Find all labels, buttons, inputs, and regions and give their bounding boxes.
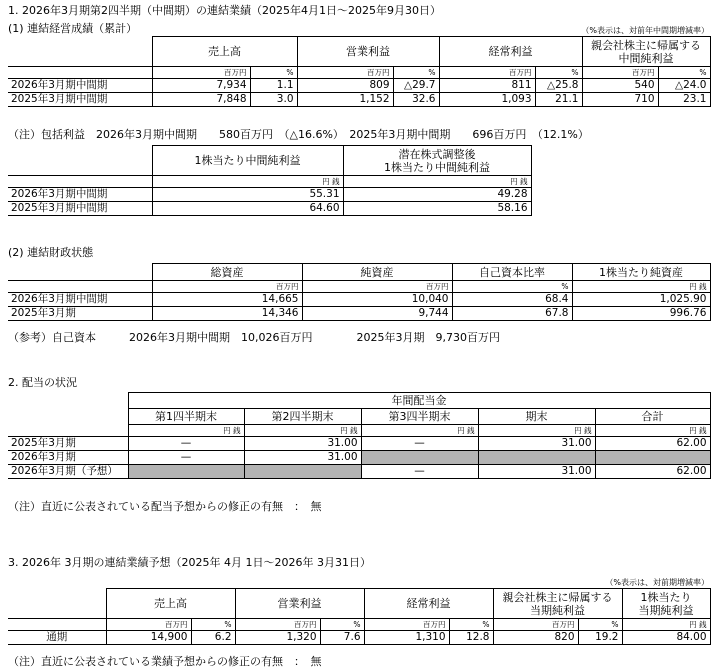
header-ordinary-profit: 経常利益: [364, 589, 493, 619]
cell: 12.8: [449, 631, 493, 645]
section3-heading: 2. 配当の状況: [8, 376, 77, 389]
cell: △29.7: [393, 79, 439, 93]
cell: 14,346: [152, 307, 302, 321]
header-operating-profit: 営業利益: [235, 589, 364, 619]
cell: 1,152: [297, 93, 393, 107]
unit-percent: %: [250, 67, 297, 79]
cell: 7,934: [152, 79, 250, 93]
cell: 55.31: [152, 188, 343, 202]
header-sales: 売上高: [106, 589, 235, 619]
forecast-revision-note: （注）直近に公表されている業績予想からの修正の有無 ： 無: [8, 655, 322, 668]
table-row: [8, 451, 710, 465]
cell: 1,320: [235, 631, 320, 645]
unit-yen: 円 銭: [478, 425, 595, 437]
unit-million: 百万円: [297, 67, 393, 79]
header-total-assets: 総資産: [152, 264, 302, 281]
header-diluted-eps-line1: 潜在株式調整後: [398, 147, 476, 161]
cell: 67.8: [452, 307, 572, 321]
shaded-cell: [478, 451, 595, 465]
header-net-income-line2: 当期純利益: [530, 603, 585, 617]
cell: —: [128, 437, 244, 451]
cell: 32.6: [393, 93, 439, 107]
header-net-income-line1: 親会社株主に帰属する: [502, 590, 613, 604]
unit-yen: 円 銭: [572, 281, 710, 293]
cell: 9,744: [302, 307, 452, 321]
section1-heading: 1. 2026年3月期第2四半期（中間期）の連結業績（2025年4月1日～2025年9月30日）: [8, 4, 441, 17]
unit-percent: %: [393, 67, 439, 79]
unit-million: 百万円: [364, 619, 449, 631]
pct-note: （%表示は、対前年中間期増減率）: [581, 26, 709, 35]
cell: 31.00: [244, 437, 361, 451]
cell: 996.76: [572, 307, 710, 321]
cell: 1.1: [250, 79, 297, 93]
unit-million: 百万円: [582, 67, 658, 79]
unit-percent: %: [320, 619, 364, 631]
row-label: 2025年3月期中間期: [8, 93, 152, 107]
table-row: [8, 188, 531, 202]
cell: 710: [582, 93, 658, 107]
unit-percent: %: [658, 67, 710, 79]
row-label: 通期: [8, 631, 106, 645]
header-annual-dividend: 年間配当金: [128, 393, 710, 409]
pct-note-forecast: （%表示は、対前期増減率）: [605, 578, 709, 587]
cell: 62.00: [595, 465, 710, 479]
forecast-table: [8, 588, 711, 645]
cell: —: [128, 451, 244, 465]
header-year-end: 期末: [478, 409, 595, 425]
table-row: [8, 307, 710, 321]
cell: 31.00: [478, 465, 595, 479]
header-q2: 第2四半期末: [244, 409, 361, 425]
reference-equity-note: （参考）自己資本 2026年3月期中間期 10,026百万円 2025年3月期 9,730百万円: [8, 331, 500, 344]
header-eps: 1株当たり中間純利益: [152, 146, 343, 176]
row-label: 2026年3月期中間期: [8, 79, 152, 93]
cell: —: [361, 465, 478, 479]
cell: 84.00: [622, 631, 710, 645]
cell: 49.28: [343, 188, 531, 202]
header-q1: 第1四半期末: [128, 409, 244, 425]
unit-yen: 円 銭: [343, 176, 531, 188]
unit-million: 百万円: [152, 281, 302, 293]
unit-yen: 円 銭: [361, 425, 478, 437]
cell: 14,665: [152, 293, 302, 307]
table-row: [8, 202, 531, 216]
unit-yen: 円 銭: [244, 425, 361, 437]
cell: 7,848: [152, 93, 250, 107]
unit-percent: %: [578, 619, 622, 631]
cell: 23.1: [658, 93, 710, 107]
cell: 31.00: [478, 437, 595, 451]
cell: 10,040: [302, 293, 452, 307]
cell: 62.00: [595, 437, 710, 451]
unit-percent: %: [191, 619, 235, 631]
unit-yen: 円 銭: [622, 619, 710, 631]
cell: 811: [439, 79, 535, 93]
unit-million: 百万円: [106, 619, 191, 631]
cell: 540: [582, 79, 658, 93]
header-diluted-eps: [343, 146, 531, 176]
header-net-income-line1: 親会社株主に帰属する: [591, 38, 701, 52]
cell: 14,900: [106, 631, 191, 645]
comprehensive-income-note: （注）包括利益 2026年3月期中間期 580百万円 （△16.6%） 2025年3月期中間期 696百万円 （12.1%）: [8, 128, 589, 141]
row-label: 2026年3月期中間期: [8, 293, 152, 307]
cell: 19.2: [578, 631, 622, 645]
header-q3: 第3四半期末: [361, 409, 478, 425]
unit-million: 百万円: [235, 619, 320, 631]
cell: 820: [493, 631, 578, 645]
cell: 21.1: [535, 93, 582, 107]
header-ordinary-profit: 経常利益: [439, 37, 582, 67]
table-row: [8, 631, 710, 645]
dividends-table: [8, 392, 711, 479]
cell: 1,310: [364, 631, 449, 645]
header-bps: 1株当たり純資産: [572, 264, 710, 281]
header-eps-line1: 1株当たり: [640, 590, 692, 604]
cell: 1,025.90: [572, 293, 710, 307]
unit-million: 百万円: [302, 281, 452, 293]
header-net-income-line2: 中間純利益: [618, 51, 674, 65]
table-row: [8, 437, 710, 451]
cell: 31.00: [244, 451, 361, 465]
row-label: 2025年3月期中間期: [8, 202, 152, 216]
unit-percent: %: [449, 619, 493, 631]
table-row: [8, 293, 710, 307]
table-row: [8, 465, 710, 479]
eps-table: [8, 145, 532, 216]
header-sales: 売上高: [152, 37, 297, 67]
header-operating-profit: 営業利益: [297, 37, 439, 67]
row-label: 2026年3月期（予想）: [8, 465, 128, 479]
shaded-cell: [595, 451, 710, 465]
unit-yen: 円 銭: [595, 425, 710, 437]
operating-results-table: [8, 36, 711, 107]
row-label: 2025年3月期: [8, 307, 152, 321]
section4-heading: 3. 2026年 3月期の連結業績予想（2025年 4月 1日～2026年 3月31日）: [8, 556, 371, 569]
unit-million: 百万円: [152, 67, 250, 79]
cell: 7.6: [320, 631, 364, 645]
financial-position-table: [8, 263, 711, 321]
unit-yen: 円 銭: [128, 425, 244, 437]
cell: 809: [297, 79, 393, 93]
shaded-cell: [244, 465, 361, 479]
cell: 1,093: [439, 93, 535, 107]
unit-percent: %: [535, 67, 582, 79]
unit-million: 百万円: [493, 619, 578, 631]
header-net-assets: 純資産: [302, 264, 452, 281]
section1-subheading: (1) 連結経営成績（累計）: [8, 22, 138, 35]
row-label: 2026年3月期中間期: [8, 188, 152, 202]
unit-percent: %: [452, 281, 572, 293]
cell: 58.16: [343, 202, 531, 216]
shaded-cell: [361, 451, 478, 465]
cell: △24.0: [658, 79, 710, 93]
cell: △25.8: [535, 79, 582, 93]
shaded-cell: [128, 465, 244, 479]
header-net-income: [493, 589, 622, 619]
section2-subheading: (2) 連結財政状態: [8, 246, 94, 259]
header-eps: [622, 589, 710, 619]
cell: 64.60: [152, 202, 343, 216]
row-label: 2025年3月期: [8, 437, 128, 451]
unit-yen: 円 銭: [152, 176, 343, 188]
cell: 3.0: [250, 93, 297, 107]
unit-million: 百万円: [439, 67, 535, 79]
header-equity-ratio: 自己資本比率: [452, 264, 572, 281]
header-diluted-eps-line2: 1株当たり中間純利益: [384, 160, 490, 174]
cell: —: [361, 437, 478, 451]
cell: 68.4: [452, 293, 572, 307]
header-eps-line2: 当期純利益: [638, 603, 694, 617]
table-row: [8, 79, 710, 93]
header-net-income: [582, 37, 710, 67]
row-label: 2026年3月期: [8, 451, 128, 465]
cell: 6.2: [191, 631, 235, 645]
table-row: [8, 93, 710, 107]
dividend-revision-note: （注）直近に公表されている配当予想からの修正の有無 ： 無: [8, 500, 322, 513]
header-total: 合計: [595, 409, 710, 425]
